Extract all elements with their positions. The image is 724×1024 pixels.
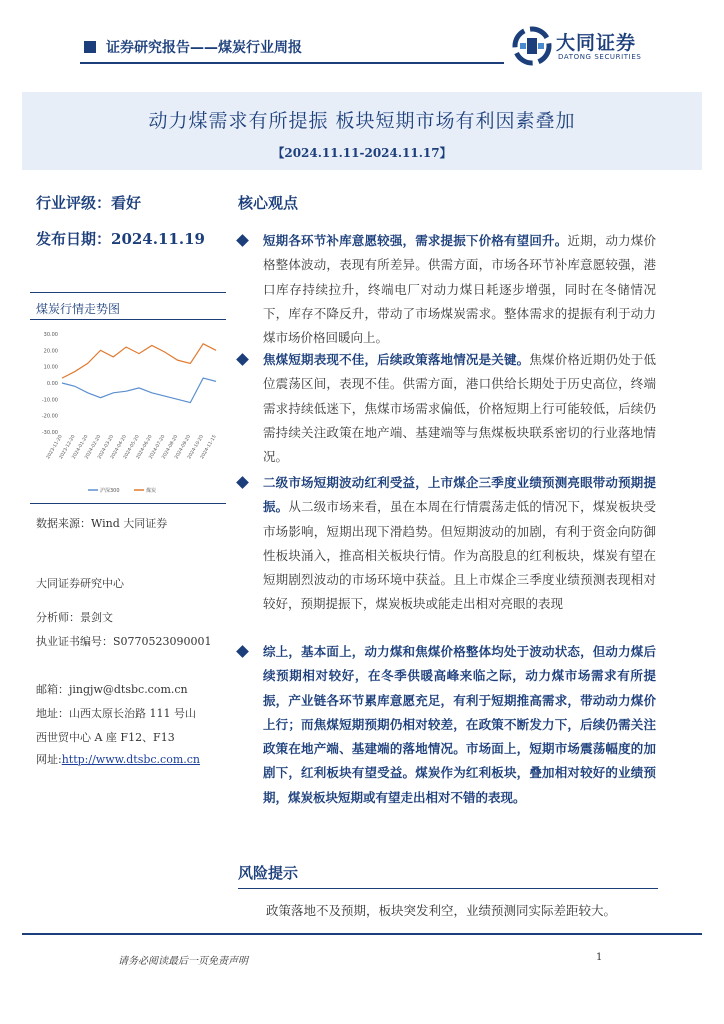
risk-title: 风险提示 xyxy=(238,864,299,882)
company-logo xyxy=(512,26,672,66)
y-tick-label: -30.00 xyxy=(41,430,58,436)
y-tick-label: 20.00 xyxy=(43,348,58,355)
chart-top-rule xyxy=(30,292,226,293)
x-tick-label: 2024-10-20 xyxy=(187,434,205,461)
y-tick-label: -10.00 xyxy=(41,397,58,404)
logo-english: DATONG SECURITIES xyxy=(558,53,642,61)
x-tick-label: 2024-01-20 xyxy=(71,434,90,461)
legend-label: 沪深300 xyxy=(100,488,120,494)
market-trend-chart xyxy=(30,292,226,504)
core-point-3 xyxy=(238,471,656,617)
x-tick-label: 2024-05-20 xyxy=(123,434,141,461)
x-tick-label: 2024-11-15 xyxy=(200,434,218,461)
title-banner xyxy=(22,92,702,170)
y-tick-label: -20.00 xyxy=(41,413,58,420)
x-tick-label: 2024-02-20 xyxy=(84,434,103,461)
x-tick-label: 2024-07-20 xyxy=(148,434,167,461)
page-number: 1 xyxy=(596,952,603,963)
core-point-1-body: 近期，动力煤价格整体波动，表现有所差异。供需方面，市场各环节补库意愿较强，港口库存持续拉升，终端电厂对动力煤日耗逐步增强，同时在冬储情况下，库存不降反升，带动了市场煤炭需求。整体需求的提振有利于动力煤市场价格回暖向上。 xyxy=(263,233,656,346)
analyst-name: 分析师：景剑文 xyxy=(36,611,113,624)
core-views-title: 核心观点 xyxy=(238,194,299,212)
core-point-1-lead: 短期各环节补库意愿较强，需求提振下价格有望回升。 xyxy=(263,233,568,248)
x-tick-label: 2023-11-20 xyxy=(46,434,64,461)
y-tick-label: 0.00 xyxy=(46,381,58,387)
address-line-2: 西世贸中心 A 座 F12、F13 xyxy=(36,731,175,744)
logo-emblem-icon xyxy=(512,26,552,66)
core-point-2 xyxy=(238,348,656,469)
x-tick-label: 2024-08-20 xyxy=(161,434,180,461)
address-line-1: 地址：山西太原长治路 111 号山 xyxy=(36,707,196,720)
chart-bottom-rule xyxy=(30,503,226,504)
website-label: 网址: xyxy=(36,753,62,766)
diamond-bullet-icon xyxy=(236,645,249,658)
report-type-title: 证券研究报告——煤炭行业周报 xyxy=(106,40,302,56)
industry-rating: 行业评级：看好 xyxy=(36,194,142,212)
series-line xyxy=(62,378,216,403)
logo-name: 大同证券 xyxy=(556,32,637,54)
risk-text: 政策落地不及预期，板块突发利空，业绩预测同实际差距较大。 xyxy=(266,903,617,918)
risk-rule xyxy=(238,888,658,889)
diamond-bullet-icon xyxy=(236,353,249,366)
diamond-bullet-icon xyxy=(236,234,249,247)
x-tick-label: 2024-04-20 xyxy=(110,434,128,461)
report-headline: 动力煤需求有所提振 板块短期市场有利因素叠加 xyxy=(148,110,576,132)
chart-plot xyxy=(30,322,226,502)
chart-title: 煤炭行情走势图 xyxy=(36,302,121,316)
website-link[interactable]: http://www.dtsbc.com.cn xyxy=(61,753,201,766)
header-square-mark xyxy=(84,41,96,53)
certificate-number: 执业证书编号：S0770523090001 xyxy=(36,635,212,648)
contact-email: 邮箱：jingjw@dtsbc.com.cn xyxy=(36,683,188,696)
x-tick-label: 2024-03-20 xyxy=(97,434,116,461)
core-point-4 xyxy=(238,640,656,810)
diamond-bullet-icon xyxy=(236,476,249,489)
x-tick-label: 2024-06-20 xyxy=(135,434,154,461)
footer-rule xyxy=(22,933,702,935)
core-point-4-summary: 综上，基本面上，动力煤和焦煤价格整体均处于波动状态，但动力煤后续预期相对较好，在冬季供暖高峰来临之际，动力煤市场需求有所提振，产业链各环节累库意愿充足，有利于短期推高需求，带动动力煤价上行；而焦煤短期预期仍相对较差，在政策不断发力下，后续仍需关注政策在地产端、基建端的落地情况。市场面上，短期市场震荡幅度的加剧下，红利板块有望受益。煤炭作为红利板块，叠加相对较好的业绩预期，煤炭板块短期或有望走出相对不错的表现。 xyxy=(263,644,656,805)
series-line xyxy=(62,344,216,378)
footer-disclaimer: 请务必阅读最后一页免责声明 xyxy=(118,956,248,967)
core-point-3-lead: 二级市场短期波动红利受益，上市煤企三季度业绩预测亮眼带动预期提振。 xyxy=(263,475,656,515)
website xyxy=(36,751,200,767)
y-tick-label: 10.00 xyxy=(43,364,58,371)
core-point-3-body: 从二级市场来看，虽在本周在行情震荡走低的情况下，煤炭板块受市场影响，短期出现下滑趋势。但短期波动的加剧，有利于资金向防御性板块涌入，推高相关板块行情。作为高股息的红利板块，煤炭有望在短期剧烈波动的市场环境中获益。且上市煤企三季度业绩预测表现相对较好，预期提振下，煤炭板块或能走出相对亮眼的表现 xyxy=(263,499,656,612)
chart-source: 数据来源：Wind 大同证券 xyxy=(36,517,168,530)
x-tick-label: 2024-09-20 xyxy=(174,434,193,461)
chart-title-rule xyxy=(30,319,226,320)
page-header xyxy=(0,0,724,78)
report-date-range: 【2024.11.11-2024.11.17】 xyxy=(272,146,452,160)
x-tick-label: 2023-12-20 xyxy=(58,434,77,461)
y-tick-label: 30.00 xyxy=(43,332,58,338)
core-point-1 xyxy=(238,229,656,350)
research-center: 大同证券研究中心 xyxy=(36,577,124,590)
publish-date: 发布日期：2024.11.19 xyxy=(36,230,205,248)
core-point-2-lead: 焦煤短期表现不佳，后续政策落地情况是关键。 xyxy=(263,352,530,367)
legend-label: 煤炭 xyxy=(146,488,157,494)
core-point-2-body: 焦煤价格近期仍处于低位震荡区间，表现不佳。供需方面，港口供给长期处于历史高位，终端需求持续低迷下，焦煤市场需求偏低，价格短期上行可能较低，后续仍需持续关注政策在地产端、基建端等与焦煤板块联系密切的行业落地情况。 xyxy=(263,352,656,465)
header-rule xyxy=(80,62,504,64)
